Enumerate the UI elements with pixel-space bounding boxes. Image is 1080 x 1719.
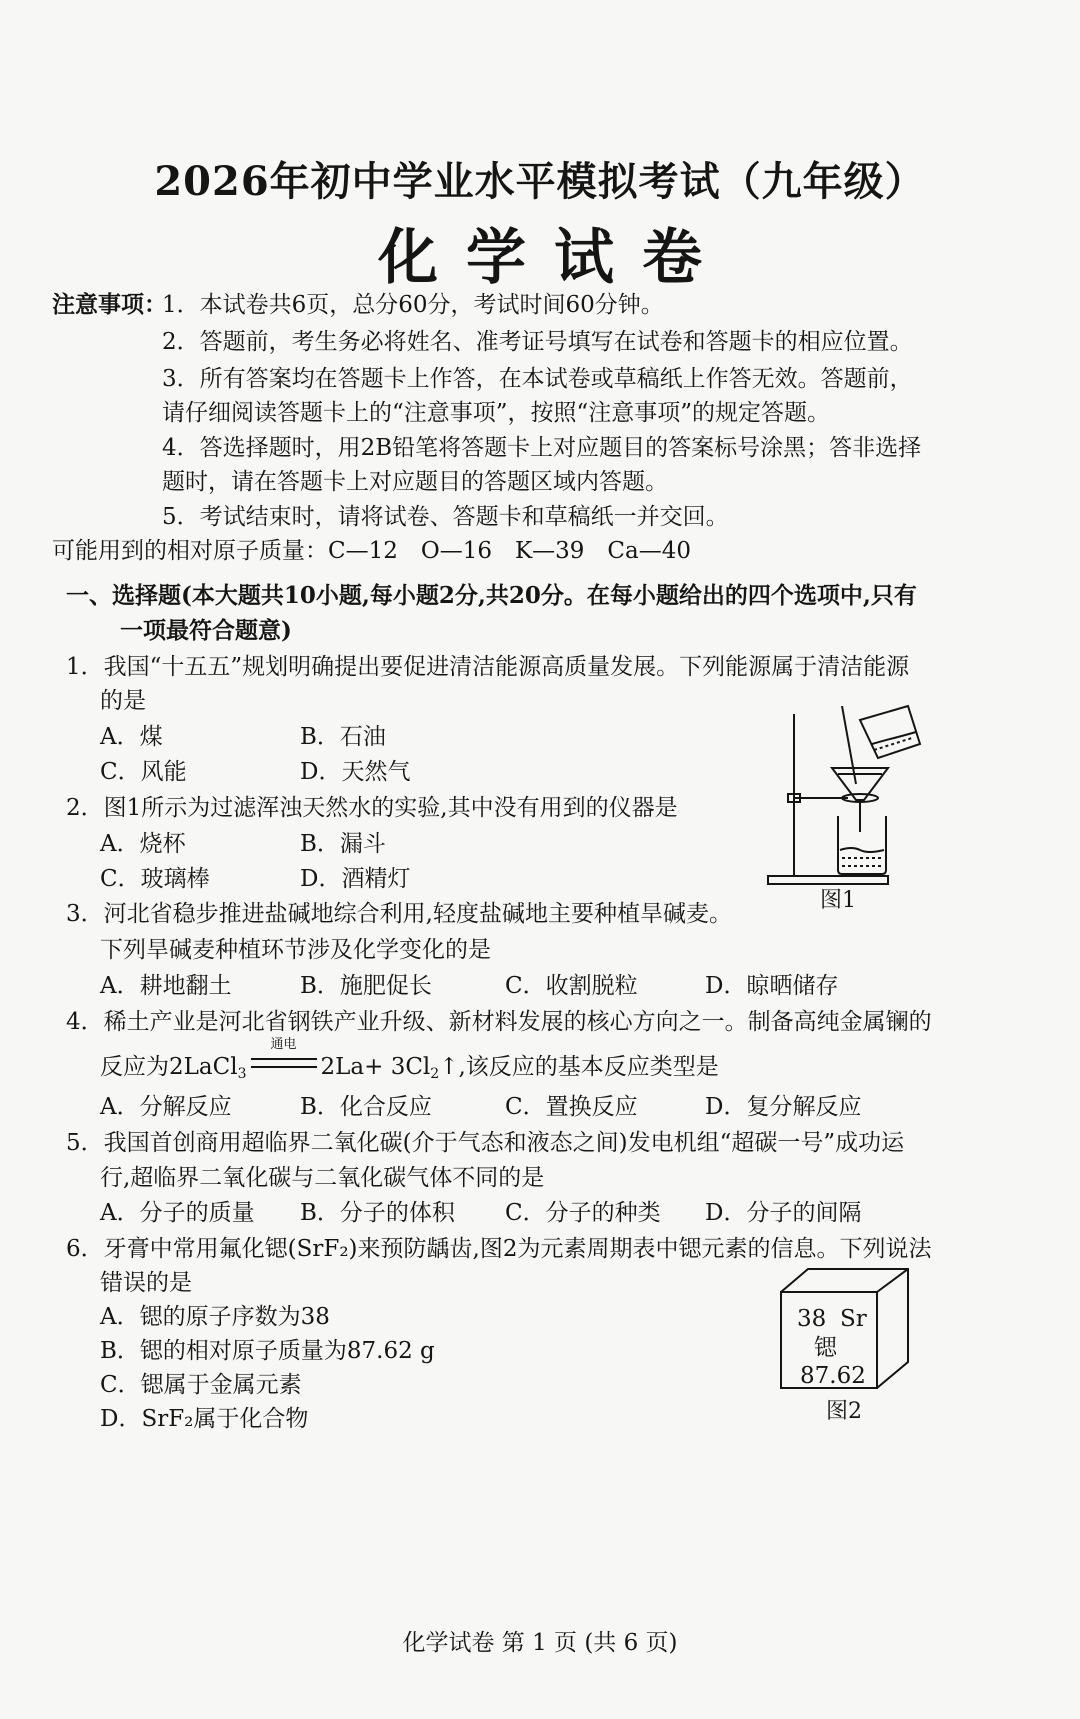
eq-tail: ↑,该反应的基本反应类型是: [439, 1054, 719, 1080]
q4-option-c: C．置换反应: [505, 1094, 638, 1120]
element-name: 锶: [814, 1335, 837, 1361]
q5-option-a: A．分子的质量: [100, 1200, 255, 1226]
question-2-stem: 2．图1所示为过滤浑浊天然水的实验,其中没有用到的仪器是: [66, 795, 678, 821]
eq-prefix: 反应为: [100, 1054, 169, 1080]
notice-item: 4．答选择题时，用2B铅笔将答题卡上对应题目的答案标号涂黑；答非选择: [162, 435, 922, 461]
q5-option-d: D．分子的间隔: [705, 1200, 862, 1226]
q6-option-d: D．SrF₂属于化合物: [100, 1406, 309, 1432]
q5-option-b: B．分子的体积: [300, 1200, 455, 1226]
q1-option-a: A．煤: [100, 724, 163, 750]
question-6-stem-cont: 错误的是: [100, 1270, 192, 1296]
notice-label: 注意事项：: [52, 291, 167, 318]
q3-option-b: B．施肥促长: [300, 973, 432, 999]
filtration-apparatus-figure: [760, 700, 930, 890]
eq-condition: 通电: [270, 1037, 297, 1052]
notice-item: 题时，请在答题卡上对应题目的答题区域内答题。: [162, 469, 668, 495]
q1-option-d: D．天然气: [300, 759, 411, 785]
q2-option-d: D．酒精灯: [300, 866, 411, 892]
page-footer: 化学试卷 第 1 页 (共 6 页): [402, 1630, 678, 1656]
figure-1-caption: 图1: [820, 888, 856, 913]
subject-title: 化学试卷: [378, 223, 730, 293]
question-4-equation-line: [100, 1037, 719, 1089]
atomic-mass-line: 可能用到的相对原子质量：C—12 O—16 K—39 Ca—40: [52, 538, 692, 564]
question-1-stem: 1．我国“十五五”规划明确提出要促进清洁能源高质量发展。下列能源属于清洁能源: [66, 654, 910, 680]
q1-option-c: C．风能: [100, 759, 187, 785]
q4-option-d: D．复分解反应: [705, 1094, 862, 1120]
element-mass: 87.62: [800, 1363, 866, 1389]
q6-option-c: C．锶属于金属元素: [100, 1372, 302, 1398]
question-5-stem: 5．我国首创商用超临界二氧化碳(介于气态和液态之间)发电机组“超碳一号”成功运: [66, 1130, 905, 1156]
question-3-stem: 3．河北省稳步推进盐碱地综合利用,轻度盐碱地主要种植旱碱麦。: [66, 901, 732, 927]
glass-rod: [842, 706, 856, 784]
notice-item: 2．答题前，考生务必将姓名、准考证号填写在试卷和答题卡的相应位置。: [162, 329, 913, 355]
section-heading: 一、选择题(本大题共10小题,每小题2分,共20分。在每小题给出的四个选项中,只有: [66, 582, 917, 609]
q5-option-c: C．分子的种类: [505, 1200, 661, 1226]
question-6-stem: 6．牙膏中常用氟化锶(SrF₂)来预防龋齿,图2为元素周期表中锶元素的信息。下列说法: [66, 1236, 932, 1262]
element-symbol: Sr: [840, 1306, 867, 1332]
figure-2-caption: 图2: [826, 1399, 862, 1424]
q6-option-b: B．锶的相对原子质量为87.62 g: [100, 1338, 435, 1364]
notice-item: 5．考试结束时，请将试卷、答题卡和草稿纸一并交回。: [162, 504, 729, 530]
element-number: 38: [797, 1306, 827, 1332]
funnel: [832, 768, 888, 800]
notice-item: 请仔细阅读答题卡上的“注意事项”，按照“注意事项”的规定答题。: [162, 400, 831, 426]
q2-option-c: C．玻璃棒: [100, 866, 210, 892]
q3-option-c: C．收割脱粒: [505, 973, 638, 999]
eq-reactant: 2LaCl: [169, 1054, 238, 1080]
section-heading-cont: 一项最符合题意): [120, 617, 292, 644]
notice-item: 3．所有答案均在答题卡上作答，在本试卷或草稿纸上作答无效。答题前，: [162, 366, 913, 392]
eq-products: 2La+ 3Cl: [320, 1054, 431, 1080]
eq-reactant-subscript: 3: [237, 1066, 247, 1082]
q3-option-d: D．晾晒储存: [705, 973, 839, 999]
q6-option-a: A．锶的原子序数为38: [100, 1304, 330, 1330]
eq-arrow: [249, 1037, 319, 1082]
notice-item: 1．本试卷共6页，总分60分，考试时间60分钟。: [162, 292, 664, 318]
exam-title: 2026年初中学业水平模拟考试（九年级）: [154, 158, 926, 205]
pouring-beaker: [860, 706, 920, 758]
q2-option-b: B．漏斗: [300, 831, 386, 857]
q4-option-a: A．分解反应: [100, 1094, 232, 1120]
question-3-stem-cont: 下列旱碱麦种植环节涉及化学变化的是: [100, 937, 491, 963]
eq-product-subscript: 2: [430, 1066, 440, 1082]
q2-option-a: A．烧杯: [100, 831, 186, 857]
q1-option-b: B．石油: [300, 724, 386, 750]
question-5-stem-cont: 行,超临界二氧化碳与二氧化碳气体不同的是: [100, 1165, 545, 1191]
q3-option-a: A．耕地翻土: [100, 973, 232, 999]
question-1-stem-cont: 的是: [100, 688, 146, 714]
q4-option-b: B．化合反应: [300, 1094, 432, 1120]
question-4-stem: 4．稀土产业是河北省钢铁产业升级、新材料发展的核心方向之一。制备高纯金属镧的: [66, 1009, 932, 1035]
